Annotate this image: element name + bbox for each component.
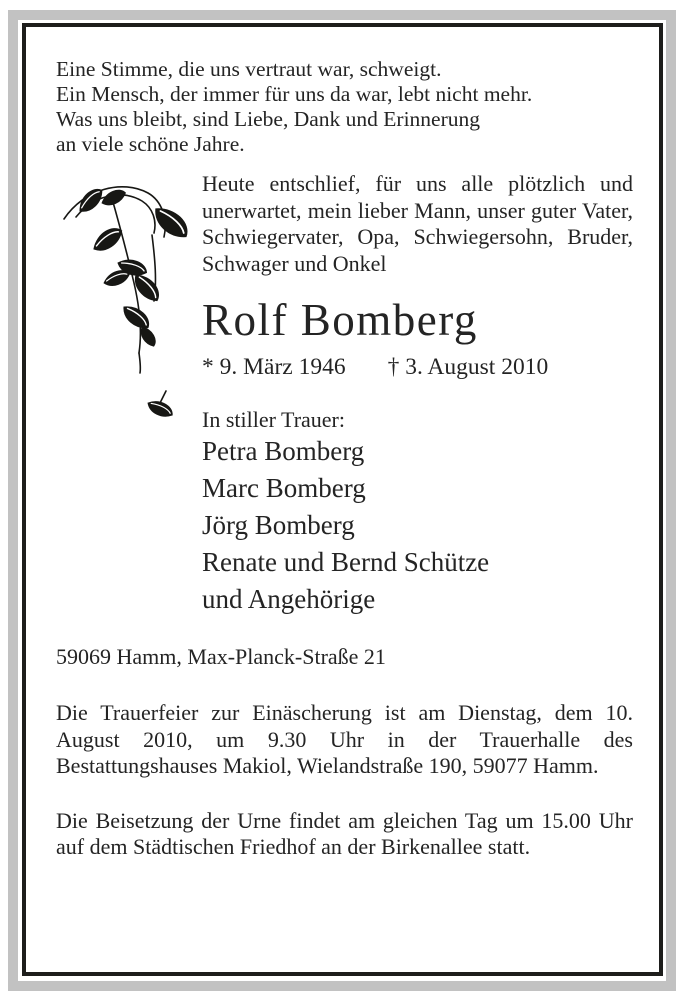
mourner-name: Marc Bomberg [202,473,366,504]
announcement-section [56,171,633,618]
verse-line-4: an viele schöne Jahre. [56,132,245,156]
illustration-column [56,171,202,618]
mourning-heading: In stiller Trauer: [202,407,345,433]
announcement-text: Heute entschlief, für uns alle plötzlich und unerwartet, mein lieber Mann, unser guter Vater, Schwiegervater, Opa, Schwiegersohn, Bruder, Schwager und Onkel [202,171,633,276]
mourner-name: und Angehörige [202,584,376,615]
burial-info: Die Beisetzung der Urne findet am gleichen Tag um 15.00 Uhr auf dem Städtischen Friedhof an der Birkenallee statt. [56,807,633,860]
family-address: 59069 Hamm, Max-Planck-Straße 21 [56,644,386,670]
verse-line-2: Ein Mensch, der immer für uns da war, lebt nicht mehr. [56,82,533,106]
mourner-name: Petra Bomberg [202,436,365,467]
verse-line-3: Was uns bleibt, sind Liebe, Dank und Erinnerung [56,107,481,131]
verse-line-1: Eine Stimme, die uns vertraut war, schweigt. [56,57,442,81]
birth-date: * 9. März 1946 [202,354,346,381]
announcement-column [202,171,633,618]
mourners-list [202,433,633,618]
funeral-info: Die Trauerfeier zur Einäscherung ist am Dienstag, dem 10. August 2010, um 9.30 Uhr in der Trauerhalle des Bestattungshauses Makiol, Wielandstraße 190, 59077 Hamm. [56,700,633,779]
deceased-name: Rolf Bomberg [202,295,478,345]
leafy-branch-icon [56,175,196,435]
mourner-name: Jörg Bomberg [202,510,355,541]
verse-block [56,57,633,157]
mourner-name: Renate und Bernd Schütze [202,547,490,578]
notice-border [22,23,663,976]
life-dates [202,353,633,381]
death-date: † 3. August 2010 [387,354,549,381]
